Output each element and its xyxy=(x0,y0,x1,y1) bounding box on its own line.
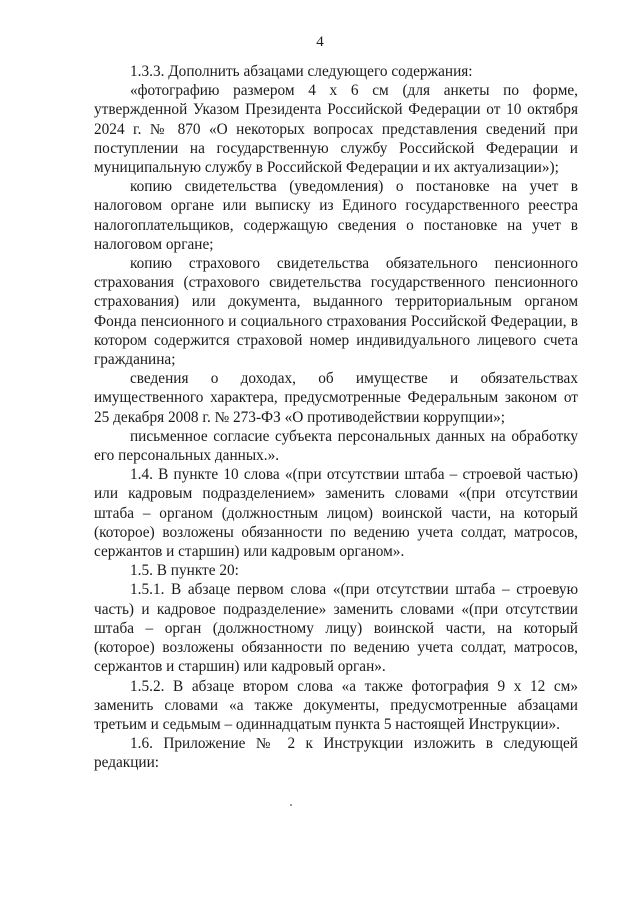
paragraph-1-5: 1.5. В пункте 20: xyxy=(130,562,239,580)
page-number: 4 xyxy=(316,34,324,50)
paragraph-personal-data-consent: письменное согласие субъекта персональных данных на обработку его персональных данных.». xyxy=(94,427,578,465)
paragraph-1-5-2: 1.5.2. В абзаце втором слова «а также фотография 9 х 12 см» заменить словами «а также документы, предусмотренные абзацами третьим и седьмым – одиннадцатым пункта 5 настоящей Инструкции». xyxy=(94,677,578,733)
paragraph-tax-registration: копию свидетельства (уведомления) о постановке на учет в налоговом органе или выписку из Единого государственного реестра налогоплательщиков, содержащую сведения о постановке на учет в налоговом органе; xyxy=(94,178,578,253)
document-body xyxy=(94,62,578,773)
paragraph-1-5-1: 1.5.1. В абзаце первом слова «(при отсутствии штаба – строевую часть) и кадровое подразделение» заменить словами «(при отсутствии штаба – орган (должностному лицу) воинской части, на который (которое) возложены обязанности по ведению учета солдат, матросов, сержантов и старшин) или кадровый орган». xyxy=(94,581,578,676)
scan-speck xyxy=(290,804,292,806)
paragraph-photo-requirement: «фотографию размером 4 х 6 см (для анкеты по форме, утвержденной Указом Президента Российской Федерации от 10 октября 2024 г. № 870 «О некоторых вопросах представления сведений при поступлении на государственную службу Российской Федерации и муниципальную службу в Российской Федерации и их актуализации»); xyxy=(94,82,578,177)
paragraph-1-6: 1.6. Приложение № 2 к Инструкции изложить в следующей редакции: xyxy=(94,735,578,772)
paragraph-1-3-3: 1.3.3. Дополнить абзацами следующего содержания: xyxy=(130,63,473,80)
paragraph-pension-insurance: копию страхового свидетельства обязательного пенсионного страхования (страхового свидетельства государственного пенсионного страхования) или документа, выданного территориальным органом Фонда пенсионного и социального страхования Российской Федерации, в котором содержится страховой номер индивидуального лицевого счета гражданина; xyxy=(94,255,578,369)
paragraph-1-4: 1.4. В пункте 10 слова «(при отсутствии штаба – строевой частью) или кадровым подразделением» заменить словами «(при отсутствии штаба – органом (должностным лицом) воинской части, на который (которое) возложены обязанности по ведению учета солдат, матросов, сержантов и старшин) или кадровым органом». xyxy=(94,466,578,561)
paragraph-income-property: сведения о доходах, об имуществе и обязательствах имущественного характера, предусмотренные Федеральным законом от 25 декабря 2008 г. № 273-ФЗ «О противодействии коррупции»; xyxy=(94,370,578,426)
